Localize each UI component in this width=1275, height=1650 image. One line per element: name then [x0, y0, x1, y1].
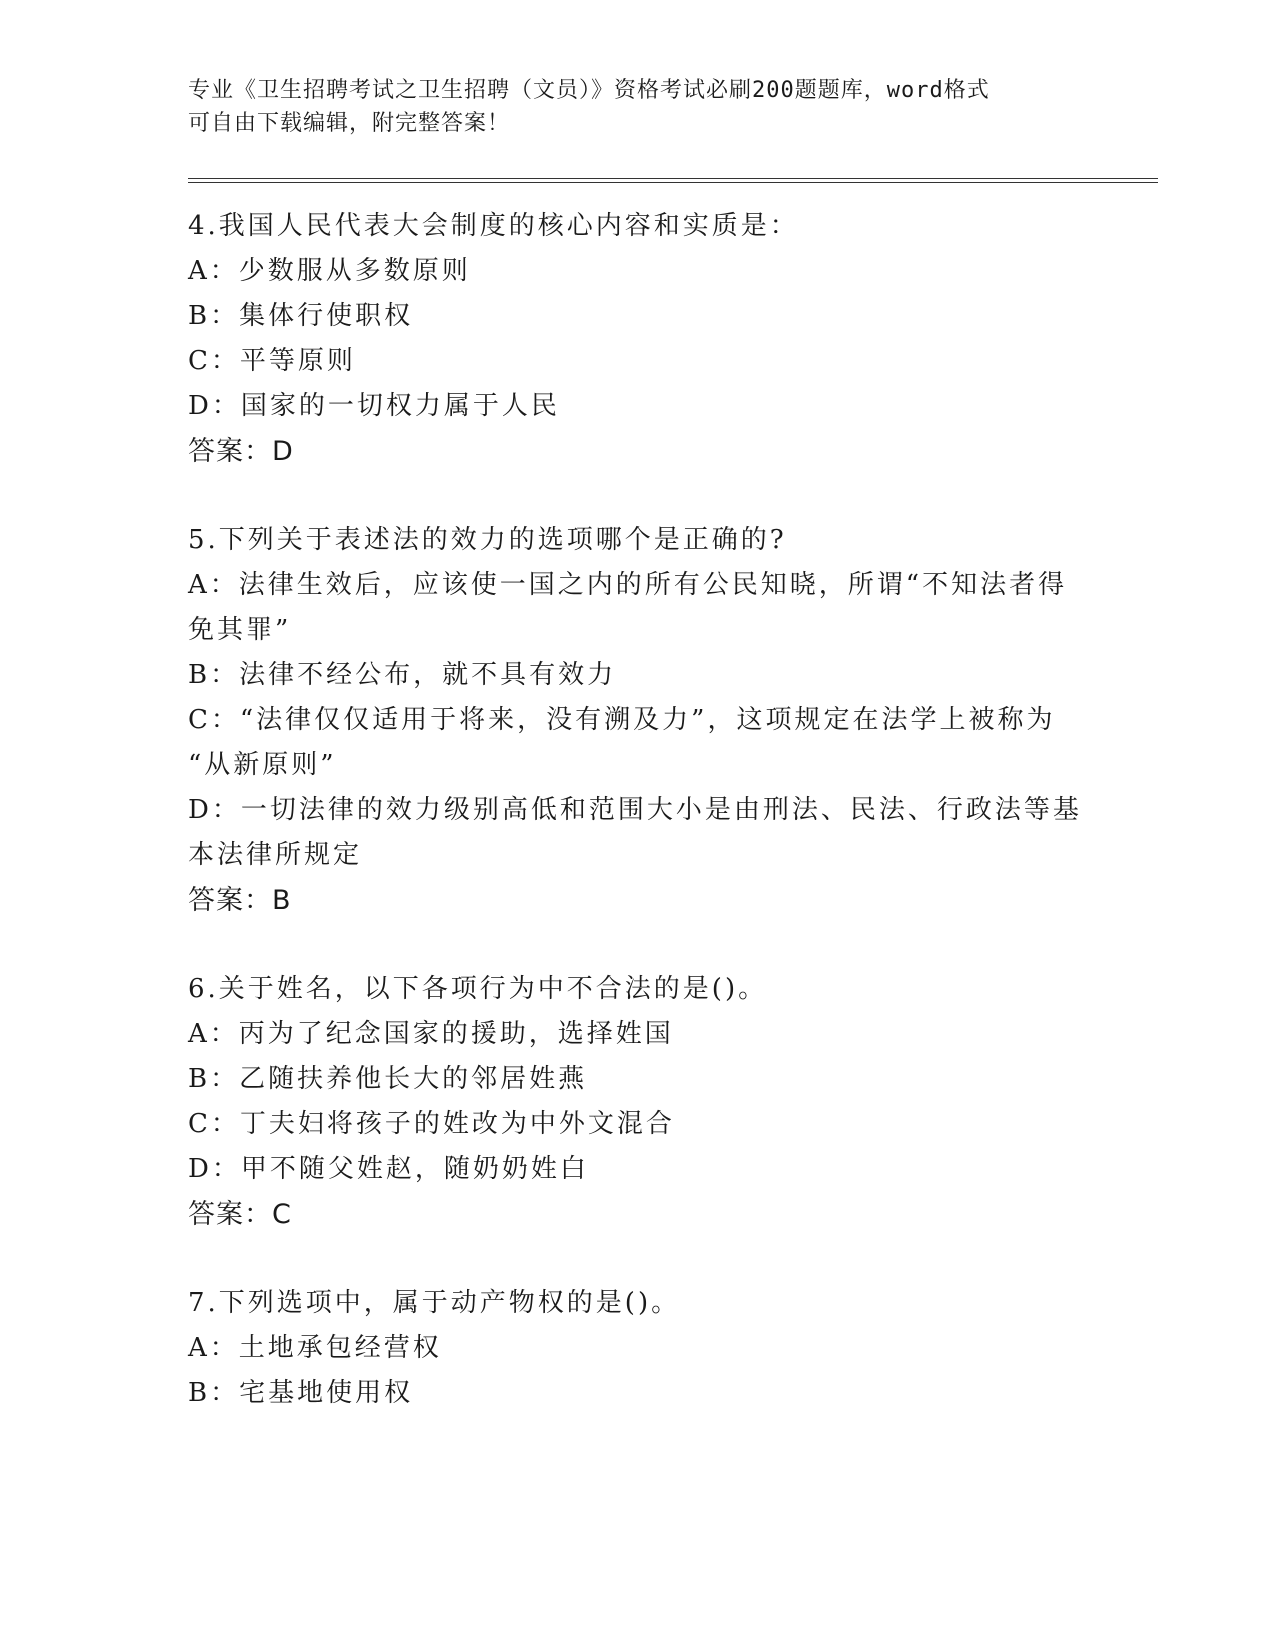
document-header: [188, 74, 1088, 140]
answer-option: [188, 1057, 1088, 1102]
answer-key: 答案：D: [188, 436, 294, 467]
option-text: A：土地承包经营权: [188, 1333, 442, 1363]
answer-option: [188, 339, 1088, 384]
question-block: [188, 967, 1088, 1237]
answer-option: [188, 788, 1088, 878]
option-text: D：甲不随父姓赵，随奶奶姓白: [188, 1154, 589, 1184]
question-block: [188, 1281, 1088, 1416]
question-stem: 5.下列关于表述法的效力的选项哪个是正确的?: [188, 525, 787, 555]
answer-key: 答案：B: [188, 885, 292, 916]
option-text: C：丁夫妇将孩子的姓改为中外文混合: [188, 1109, 675, 1139]
header-line-1: 专业《卫生招聘考试之卫生招聘（文员）》资格考试必刷200题题库，word格式: [188, 78, 990, 103]
answer-option: [188, 384, 1088, 429]
answer-option: [188, 1371, 1088, 1416]
option-text: “从新原则”: [188, 750, 337, 780]
answer-option: [188, 1012, 1088, 1057]
answer-key: 答案：C: [188, 1199, 292, 1230]
header-line-2: 可自由下载编辑，附完整答案！: [188, 111, 511, 136]
answer-option: [188, 698, 1088, 788]
option-text: A：丙为了纪念国家的援助，选择姓国: [188, 1019, 674, 1049]
option-text: A：法律生效后，应该使一国之内的所有公民知晓，所谓“不知法者得: [188, 570, 1068, 600]
option-text: 免其罪”: [188, 615, 292, 645]
option-text: B：集体行使职权: [188, 301, 414, 331]
answer-option: [188, 249, 1088, 294]
answer-option: [188, 1326, 1088, 1371]
question-list: [188, 204, 1088, 1460]
option-text: B：乙随扶养他长大的邻居姓燕: [188, 1064, 588, 1094]
question-block: [188, 518, 1088, 923]
header-divider-bottom: [188, 182, 1158, 183]
answer-option: [188, 1147, 1088, 1192]
option-text: D：国家的一切权力属于人民: [188, 391, 560, 421]
option-text: 本法律所规定: [188, 840, 363, 870]
question-block: [188, 204, 1088, 474]
option-text: B：宅基地使用权: [188, 1378, 414, 1408]
option-text: C：“法律仅仅适用于将来，没有溯及力”，这项规定在法学上被称为: [188, 705, 1056, 735]
header-divider-top: [188, 178, 1158, 179]
option-text: D：一切法律的效力级别高低和范围大小是由刑法、民法、行政法等基: [188, 795, 1082, 825]
question-stem: 6.关于姓名，以下各项行为中不合法的是()。: [188, 974, 768, 1004]
answer-option: [188, 294, 1088, 339]
answer-option: [188, 653, 1088, 698]
option-text: C：平等原则: [188, 346, 356, 376]
question-stem: 7.下列选项中，属于动产物权的是()。: [188, 1288, 681, 1318]
option-text: B：法律不经公布，就不具有效力: [188, 660, 617, 690]
answer-option: [188, 563, 1088, 653]
answer-option: [188, 1102, 1088, 1147]
option-text: A：少数服从多数原则: [188, 256, 471, 286]
question-stem: 4.我国人民代表大会制度的核心内容和实质是：: [188, 211, 799, 241]
